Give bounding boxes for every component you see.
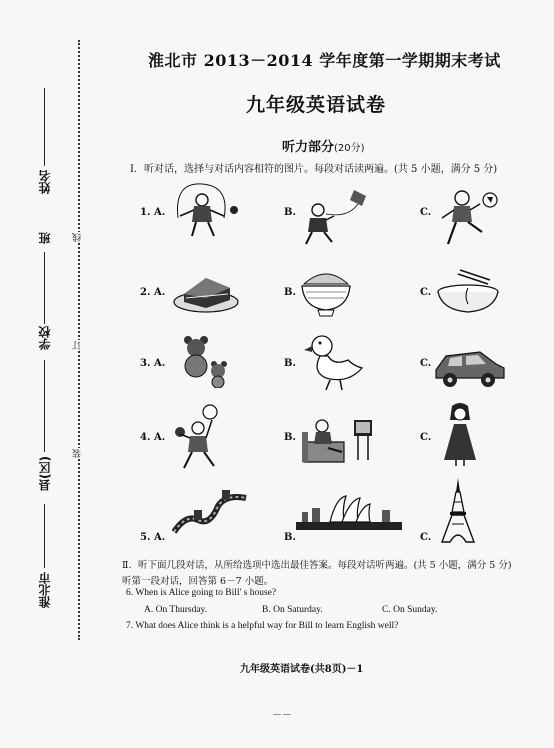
- city-label: 淮北市: [38, 572, 52, 608]
- duck-icon: [304, 332, 366, 392]
- section-points: (20分): [334, 143, 365, 154]
- girl-in-dress-icon: [440, 402, 480, 466]
- question-number-4: 4.: [140, 432, 151, 443]
- option-4c: C.: [420, 432, 432, 443]
- section-name: 听力部分: [282, 140, 335, 155]
- question-6-option-c: C. On Sunday.: [382, 605, 438, 615]
- section-title: [282, 136, 365, 155]
- seal-char-bind: 订: [73, 341, 83, 350]
- name-blank: [44, 88, 45, 166]
- option-2b: B.: [284, 287, 296, 298]
- rice-bowl-icon: [298, 264, 354, 318]
- option-1a: A.: [154, 207, 166, 218]
- question-number-3: 3.: [140, 358, 151, 369]
- option-1c: C.: [420, 207, 432, 218]
- question-number-1: 1.: [140, 207, 151, 218]
- class-blank: [44, 252, 45, 324]
- class-label: 班: [38, 232, 52, 244]
- exam-title: 淮北市 2013－2014 学年度第一学期期末考试: [148, 51, 501, 70]
- sydney-opera-house-icon: [296, 492, 402, 530]
- school-blank: [44, 360, 45, 452]
- county-label: 县(区): [38, 456, 52, 491]
- question-6-option-a: A. On Thursday.: [144, 605, 208, 615]
- part2-instruction: Ⅱ．听下面几段对话，从所给选项中选出最佳答案。每段对话听两遍。(共 5 小题，满分 5 分): [122, 560, 512, 571]
- option-4a: A.: [154, 432, 166, 443]
- great-wall-icon: [172, 484, 248, 538]
- name-label: 姓名: [38, 170, 52, 194]
- county-blank: [44, 504, 45, 568]
- option-5b: B.: [284, 532, 296, 543]
- school-label: 学校: [38, 326, 52, 350]
- bottom-mark: －－: [272, 710, 292, 721]
- kite-boy-icon: [298, 188, 380, 248]
- question-number-5: 5.: [140, 532, 151, 543]
- jump-rope-boy-icon: [172, 178, 242, 244]
- option-2a: A.: [154, 287, 166, 298]
- option-5c: C.: [420, 532, 432, 543]
- seal-char-pack: 装: [73, 449, 83, 458]
- eiffel-tower-icon: [438, 478, 478, 544]
- option-5a: A.: [154, 532, 166, 543]
- question-7: 7. What does Alice think is a helpful way for Bill to learn English well?: [126, 621, 399, 631]
- option-4b: B.: [284, 432, 296, 443]
- option-2c: C.: [420, 287, 432, 298]
- football-boy-icon: [436, 186, 502, 250]
- noodle-bowl-icon: [434, 266, 502, 316]
- option-3b: B.: [284, 358, 296, 369]
- seal-char-line: 线: [73, 233, 83, 242]
- paper-title: 九年级英语试卷: [246, 94, 387, 116]
- option-1b: B.: [284, 207, 296, 218]
- part2-sub-instruction: 听第一段对话，回答第 6－7 小题。: [122, 576, 274, 587]
- option-3c: C.: [420, 358, 432, 369]
- man-watching-tv-icon: [298, 412, 376, 470]
- question-number-2: 2.: [140, 287, 151, 298]
- page-footer: 九年级英语试卷(共8页)－1: [240, 664, 364, 675]
- cake-icon: [172, 268, 240, 314]
- juggling-boy-icon: [170, 404, 240, 472]
- question-6-option-b: B. On Saturday.: [262, 605, 323, 615]
- teddy-bears-icon: [178, 334, 228, 388]
- question-6: 6. When is Alice going to Bill' s house?: [126, 588, 277, 598]
- toy-car-icon: [432, 344, 508, 388]
- part1-instruction: I．听对话，选择与对话内容相符的图片。每段对话读两遍。(共 5 小题，满分 5 分): [130, 164, 498, 175]
- option-3a: A.: [154, 358, 166, 369]
